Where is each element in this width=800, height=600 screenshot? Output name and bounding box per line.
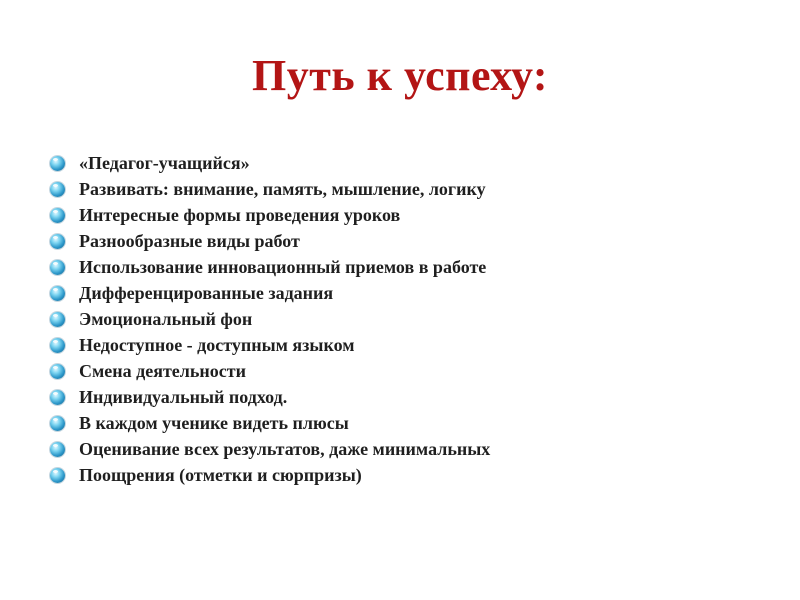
blue-sphere-bullet-icon — [50, 364, 65, 379]
list-item — [50, 228, 490, 254]
list-item-text: Оценивание всех результатов, даже минимальных — [79, 439, 491, 459]
blue-sphere-bullet-icon — [50, 286, 65, 301]
list-item — [50, 280, 490, 306]
blue-sphere-bullet-icon — [50, 312, 65, 327]
list-item-text: Дифференцированные задания — [79, 283, 334, 303]
list-item — [50, 462, 490, 488]
blue-sphere-bullet-icon — [50, 468, 65, 483]
blue-sphere-bullet-icon — [50, 156, 65, 171]
list-item-text: Разнообразные виды работ — [79, 231, 300, 251]
list-item-text: «Педагог-учащийся» — [79, 153, 250, 173]
list-item-text: Эмоциональный фон — [79, 309, 253, 329]
list-item — [50, 202, 490, 228]
list-item-text: Интересные формы проведения уроков — [79, 205, 401, 225]
blue-sphere-bullet-icon — [50, 338, 65, 353]
list-item-text: Поощрения (отметки и сюрпризы) — [79, 465, 362, 485]
blue-sphere-bullet-icon — [50, 260, 65, 275]
blue-sphere-bullet-icon — [50, 234, 65, 249]
list-item — [50, 254, 490, 280]
list-item — [50, 150, 490, 176]
list-item — [50, 384, 490, 410]
list-item — [50, 358, 490, 384]
slide-title: Путь к успеху: — [251, 51, 549, 100]
list-item — [50, 176, 490, 202]
list-item — [50, 410, 490, 436]
blue-sphere-bullet-icon — [50, 390, 65, 405]
blue-sphere-bullet-icon — [50, 416, 65, 431]
bullet-list — [50, 150, 490, 488]
list-item-text: Смена деятельности — [79, 361, 246, 381]
list-item-text: Недоступное - доступным языком — [79, 335, 355, 355]
blue-sphere-bullet-icon — [50, 208, 65, 223]
list-item — [50, 332, 490, 358]
list-item-text: Использование инновационный приемов в работе — [79, 257, 487, 277]
list-item — [50, 436, 490, 462]
list-item-text: Развивать: внимание, память, мышление, логику — [79, 179, 486, 199]
blue-sphere-bullet-icon — [50, 442, 65, 457]
list-item-text: В каждом ученике видеть плюсы — [79, 413, 349, 433]
blue-sphere-bullet-icon — [50, 182, 65, 197]
list-item — [50, 306, 490, 332]
list-item-text: Индивидуальный подход. — [79, 387, 288, 407]
